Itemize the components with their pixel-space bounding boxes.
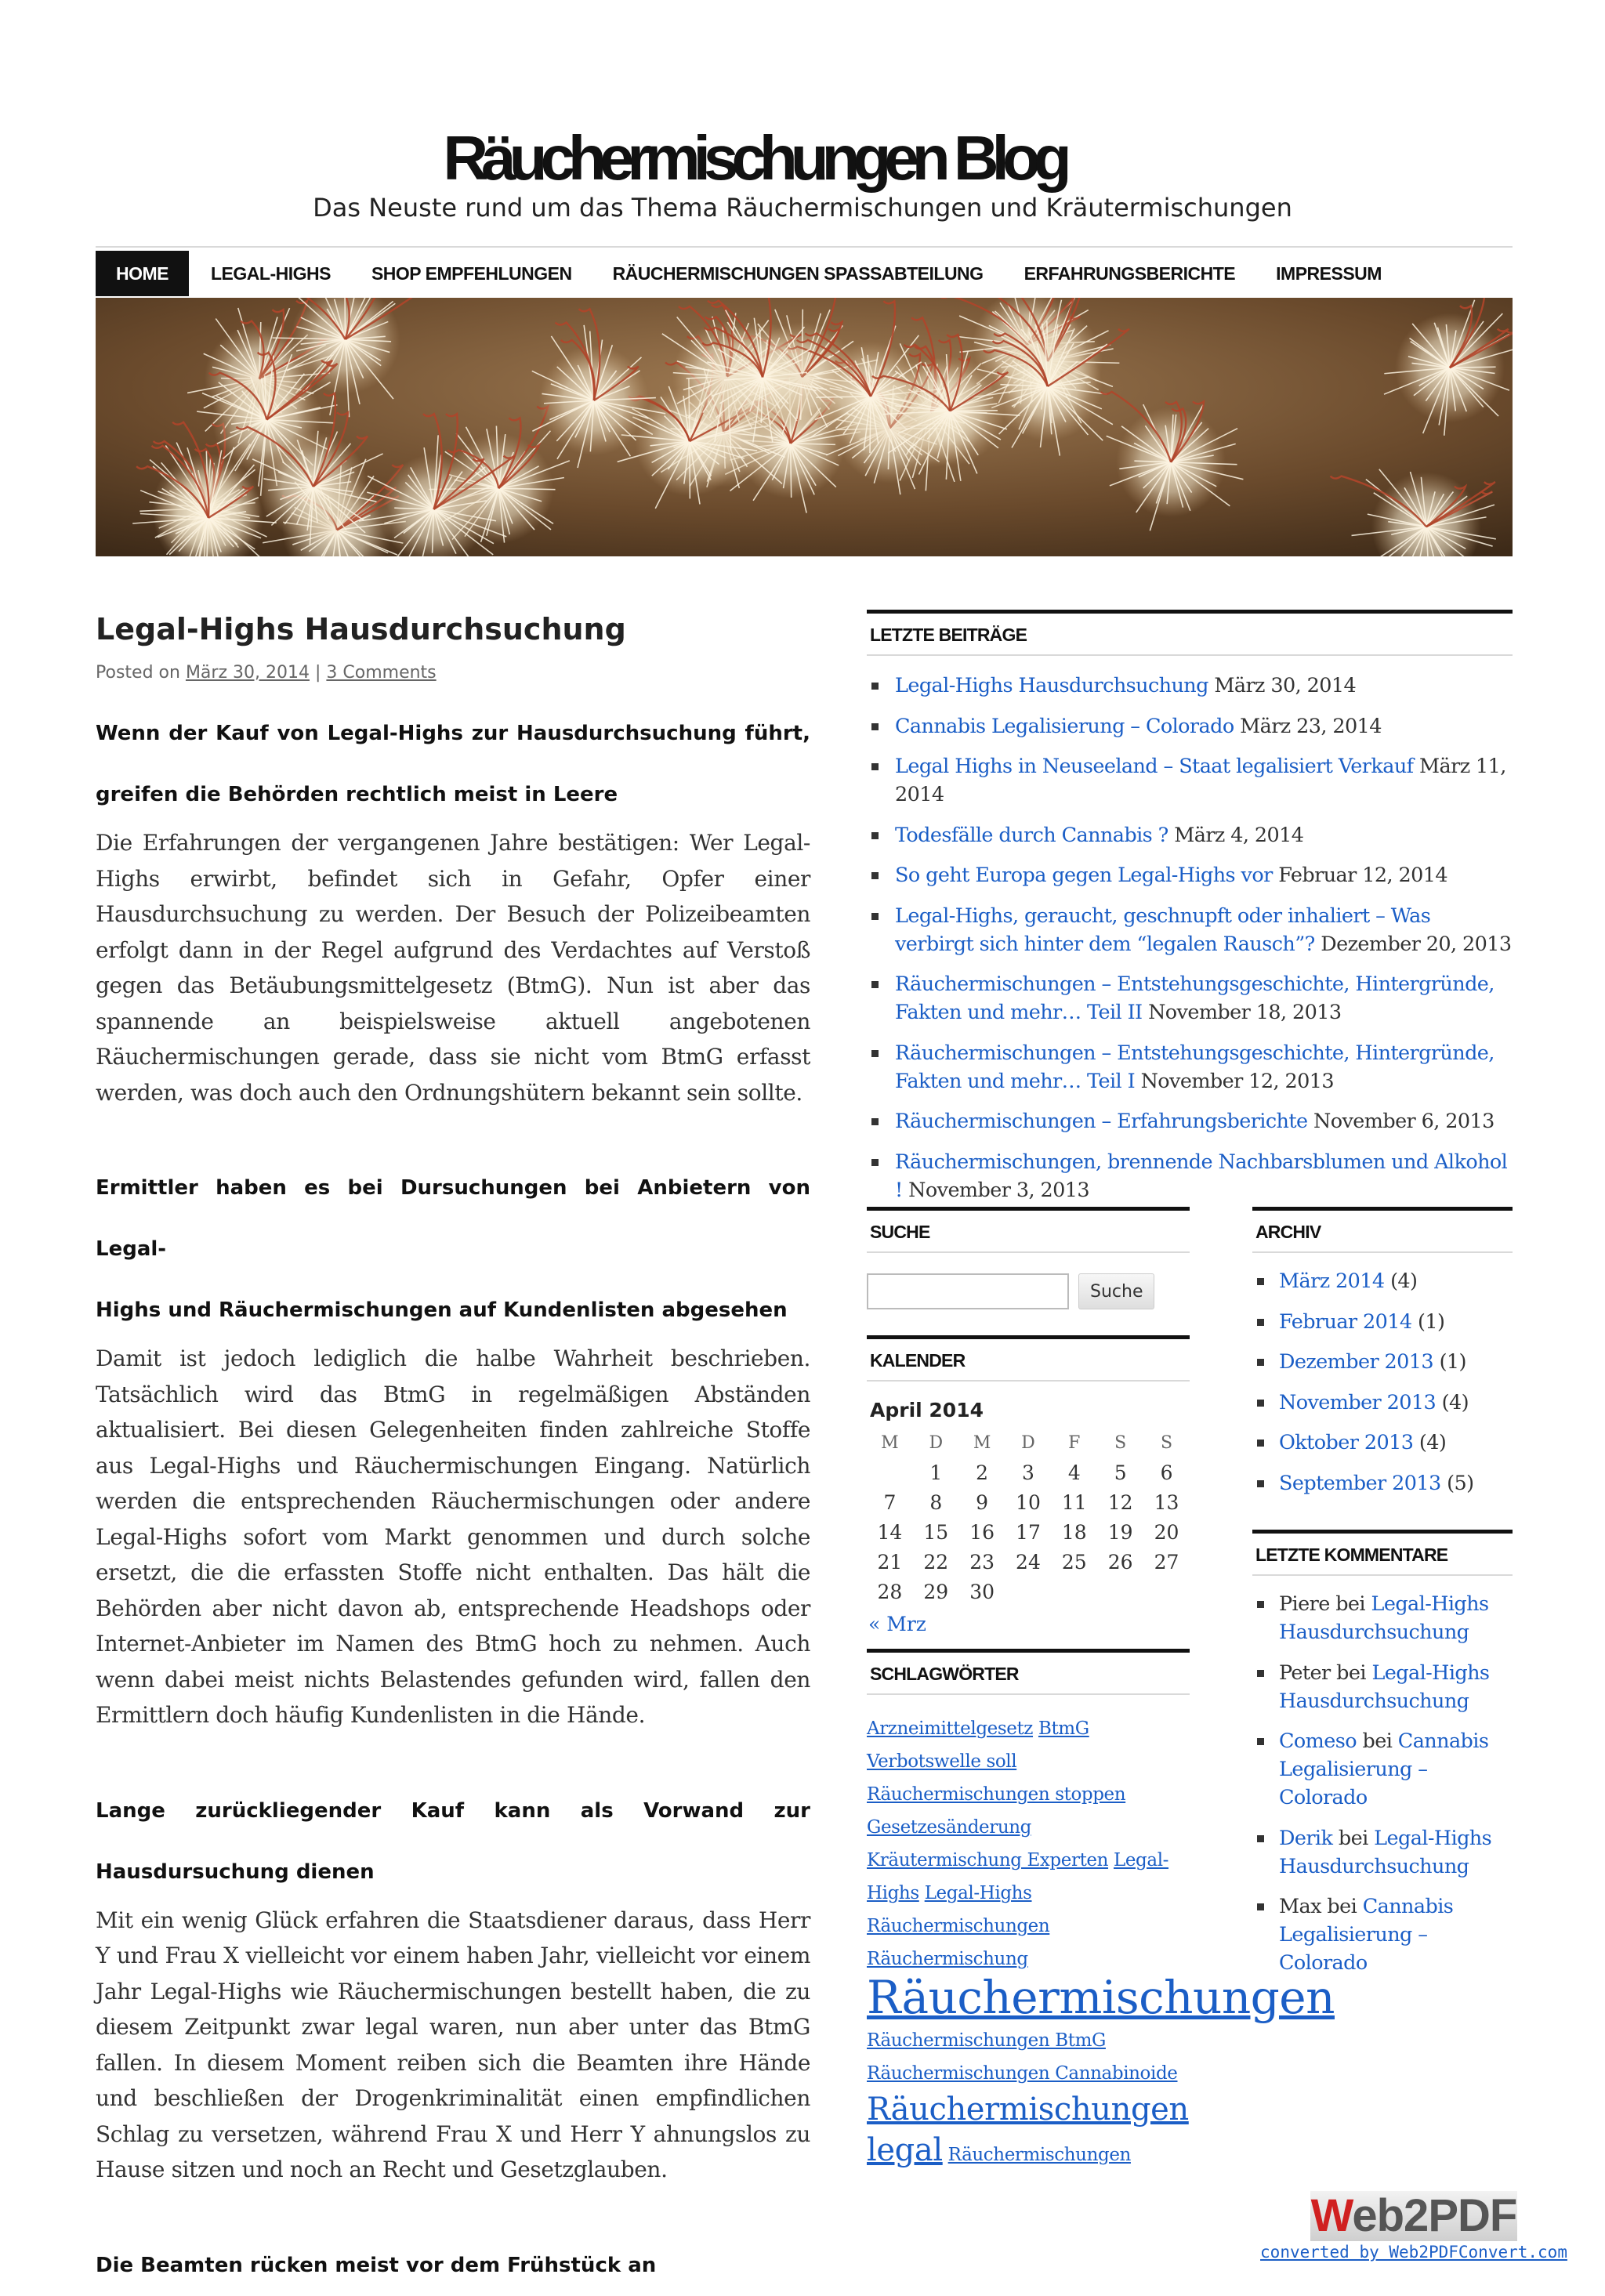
calendar-day <box>1143 1577 1190 1606</box>
widget-heading-search: SUCHE <box>867 1207 1190 1253</box>
tag-link[interactable]: Räuchermischungen <box>867 1971 1335 2024</box>
recent-post-item <box>867 1107 1513 1135</box>
recent-post-date: März 23, 2014 <box>1240 715 1382 738</box>
nav-item-legal-highs[interactable]: LEGAL-HIGHS <box>190 251 351 296</box>
comment-author: Piere <box>1279 1592 1330 1616</box>
calendar-day: 11 <box>1051 1487 1097 1517</box>
nav-item-erfahrungsberichte[interactable]: ERFAHRUNGSBERICHTE <box>1004 251 1256 296</box>
widget-tag-cloud <box>867 1649 1190 2171</box>
tag-link[interactable]: Räuchermischung <box>867 1949 1028 1969</box>
meta-prefix: Posted on <box>96 663 180 683</box>
recent-post-link[interactable]: Todesfälle durch Cannabis ? <box>895 824 1168 847</box>
web2pdf-converted-link[interactable]: converted by Web2PDFConvert.com <box>1257 2243 1571 2262</box>
archive-month-link[interactable]: Februar 2014 <box>1279 1310 1412 1334</box>
calendar-day: 23 <box>959 1547 1005 1577</box>
calendar-weekday: D <box>913 1428 959 1458</box>
calendar-day <box>1005 1577 1052 1606</box>
calendar-day: 22 <box>913 1547 959 1577</box>
recent-post-date: Dezember 20, 2013 <box>1321 933 1511 956</box>
calendar-day: 8 <box>913 1487 959 1517</box>
web2pdf-logo: Web2PDF <box>1310 2191 1517 2241</box>
archive-month-link[interactable]: Oktober 2013 <box>1279 1431 1413 1454</box>
calendar-weekday: S <box>1143 1428 1190 1458</box>
calendar-day: 4 <box>1051 1458 1097 1487</box>
calendar-weekday: M <box>867 1428 913 1458</box>
calendar-day <box>1051 1577 1097 1606</box>
recent-post-item <box>867 1148 1513 1204</box>
archive-count: (4) <box>1442 1391 1469 1414</box>
section-heading-3-line-1: Lange zurückliegender Kauf kann als Vorwand zur <box>96 1780 810 1842</box>
recent-comment-item <box>1252 1727 1513 1812</box>
recent-post-link[interactable]: Räuchermischungen, brennende Nachbarsblumen und Alkohol ! <box>895 1150 1507 1202</box>
comment-joiner: bei <box>1336 1661 1366 1685</box>
recent-post-link[interactable]: Räuchermischungen – Erfahrungsberichte <box>895 1110 1307 1133</box>
archive-count: (1) <box>1418 1310 1444 1334</box>
meta-separator: | <box>315 663 321 683</box>
recent-comments-list <box>1252 1590 1513 1977</box>
archive-month-link[interactable]: November 2013 <box>1279 1391 1436 1414</box>
calendar-day: 7 <box>867 1487 913 1517</box>
comment-post-link[interactable]: Cannabis Legalisierung – Colorado <box>1279 1729 1488 1809</box>
calendar-day: 17 <box>1005 1517 1052 1547</box>
calendar-day: 14 <box>867 1517 913 1547</box>
recent-post-link[interactable]: Legal Highs in Neuseeland – Staat legalisiert Verkauf <box>895 755 1414 778</box>
archive-item <box>1252 1469 1513 1497</box>
widget-heading-calendar: KALENDER <box>867 1335 1190 1382</box>
post-date-link[interactable]: März 30, 2014 <box>186 663 310 683</box>
calendar-week-row <box>867 1458 1190 1487</box>
tag-link[interactable]: Kräutermischung Experten <box>867 1850 1108 1870</box>
recent-post-link[interactable]: Cannabis Legalisierung – Colorado <box>895 715 1234 738</box>
comment-joiner: bei <box>1363 1729 1393 1753</box>
calendar-day: 5 <box>1097 1458 1143 1487</box>
section-heading-1-line-2: greifen die Behörden rechtlich meist in Leere <box>96 764 810 825</box>
comment-post-link[interactable]: Legal-Highs Hausdurchsuchung <box>1279 1661 1489 1713</box>
nav-item-shop-empfehlungen[interactable]: SHOP EMPFEHLUNGEN <box>351 251 592 296</box>
recent-comment-item <box>1252 1824 1513 1881</box>
recent-post-item <box>867 672 1513 700</box>
calendar-day: 9 <box>959 1487 1005 1517</box>
calendar-week-row <box>867 1517 1190 1547</box>
calendar-weekday: S <box>1097 1428 1143 1458</box>
calendar-weekday: M <box>959 1428 1005 1458</box>
recent-post-link[interactable]: So geht Europa gegen Legal-Highs vor <box>895 864 1273 887</box>
recent-post-item <box>867 861 1513 889</box>
recent-post-date: November 6, 2013 <box>1313 1110 1494 1133</box>
recent-post-date: März 11, 2014 <box>895 755 1506 806</box>
paragraph-3: Mit ein wenig Glück erfahren die Staatsdiener daraus, dass Herr Y und Frau X vielleicht vor einem haben Jahr, vielleicht vor einem Jahr Legal-Highs wie Räuchermischungen bestellt haben, die zu diesem Zeitpunkt zwar legal waren, nun aber unter das BtmG fallen. In diesem Moment reiben sich die Beamten ihre Hände und beschließen der Drogenkriminalität einen empfindlichen Schlag zu versetzen, während Frau X und Herr Y ahnungslos zu Hause sitzen und noch an Recht und Gesetzglauben. <box>96 1903 810 2188</box>
comment-author: Max <box>1279 1895 1321 1918</box>
calendar-day: 15 <box>913 1517 959 1547</box>
archive-month-link[interactable]: März 2014 <box>1279 1269 1385 1293</box>
archive-list <box>1252 1267 1513 1497</box>
calendar-day: 30 <box>959 1577 1005 1606</box>
widget-archive <box>1252 1207 1513 1509</box>
header-banner-image <box>96 298 1513 556</box>
calendar-day: 26 <box>1097 1547 1143 1577</box>
archive-item <box>1252 1267 1513 1295</box>
main-nav <box>96 246 1513 302</box>
recent-post-date: März 30, 2014 <box>1214 674 1356 697</box>
calendar-day: 13 <box>1143 1487 1190 1517</box>
widget-heading-recent-posts: LETZTE BEITRÄGE <box>867 610 1513 656</box>
archive-item <box>1252 1348 1513 1376</box>
calendar-day: 6 <box>1143 1458 1190 1487</box>
tag-link[interactable]: BtmG Verbotswelle soll <box>867 1718 1089 1772</box>
recent-post-date: März 4, 2014 <box>1174 824 1303 847</box>
calendar-prev-month-link[interactable]: « Mrz <box>868 1613 926 1635</box>
recent-post-link[interactable]: Räuchermischungen – Entstehungsgeschichte, Hintergründe, Fakten und mehr… Teil II <box>895 972 1494 1024</box>
calendar-week-row <box>867 1487 1190 1517</box>
recent-post-date: November 12, 2013 <box>1141 1070 1334 1093</box>
recent-post-link[interactable]: Legal-Highs Hausdurchsuchung <box>895 674 1208 697</box>
calendar-day <box>867 1458 913 1487</box>
calendar-weekday: D <box>1005 1428 1052 1458</box>
tag-link[interactable]: Gesetzesänderung <box>867 1817 1031 1838</box>
recent-post-item <box>867 970 1513 1027</box>
widget-recent-comments <box>1252 1530 1513 1990</box>
calendar-day: 20 <box>1143 1517 1190 1547</box>
search-input[interactable] <box>867 1273 1069 1309</box>
calendar-table <box>867 1428 1190 1606</box>
archive-month-link[interactable]: Dezember 2013 <box>1279 1350 1433 1374</box>
comment-joiner: bei <box>1339 1827 1368 1850</box>
comment-post-link[interactable]: Cannabis Legalisierung – Colorado <box>1279 1895 1453 1975</box>
search-button[interactable]: Suche <box>1078 1273 1154 1309</box>
calendar-weekday: F <box>1051 1428 1097 1458</box>
comment-author: Peter <box>1279 1661 1331 1685</box>
calendar-day: 25 <box>1051 1547 1097 1577</box>
calendar-week-row <box>867 1577 1190 1606</box>
tag-link[interactable]: Räuchermischungen BtmG <box>867 2030 1106 2051</box>
recent-post-date: Februar 12, 2014 <box>1278 864 1447 887</box>
nav-item-impressum[interactable]: IMPRESSUM <box>1255 251 1402 296</box>
paragraph-1: Die Erfahrungen der vergangenen Jahre bestätigen: Wer Legal-Highs erwirbt, befindet sich in Gefahr, Opfer einer Hausdurchsuchung zu werden. Der Besuch der Polizeibeamten erfolgt dann in der Regel aufgrund des Verdachtes auf Verstoß gegen das Betäubungsmittelgesetz (BtmG). Nun ist aber das spannende an beispielsweise aktuell angebotenen Räuchermischungen gerade, dass sie nicht vom BtmG erfasst werden, was doch auch den Ordnungshütern bekannt sein sollte. <box>96 825 810 1110</box>
comment-joiner: bei <box>1327 1895 1357 1918</box>
recent-post-item <box>867 752 1513 809</box>
comments-link[interactable]: 3 Comments <box>326 663 436 683</box>
calendar-day: 24 <box>1005 1547 1052 1577</box>
calendar-day: 21 <box>867 1547 913 1577</box>
archive-item <box>1252 1308 1513 1336</box>
calendar-caption: April 2014 <box>867 1399 1190 1421</box>
recent-post-item <box>867 902 1513 958</box>
calendar-day: 28 <box>867 1577 913 1606</box>
widget-heading-archive: ARCHIV <box>1252 1207 1513 1253</box>
calendar-day: 29 <box>913 1577 959 1606</box>
archive-item <box>1252 1429 1513 1457</box>
section-heading-2-line-1: Ermittler haben es bei Dursuchungen bei Anbietern von Legal- <box>96 1157 810 1280</box>
calendar-day: 18 <box>1051 1517 1097 1547</box>
calendar-day: 19 <box>1097 1517 1143 1547</box>
comment-author-link[interactable]: Derik <box>1279 1827 1332 1850</box>
cactus-photo <box>96 298 1513 556</box>
recent-comment-item <box>1252 1892 1513 1977</box>
widget-heading-tags: SCHLAGWÖRTER <box>867 1649 1190 1695</box>
tag-cloud <box>867 1712 1190 2171</box>
archive-count: (5) <box>1447 1472 1473 1495</box>
section-heading-3-line-2: Hausdursuchung dienen <box>96 1842 810 1903</box>
widget-search <box>867 1207 1190 1309</box>
recent-post-item <box>867 1039 1513 1095</box>
calendar-day: 27 <box>1143 1547 1190 1577</box>
recent-post-item <box>867 821 1513 849</box>
calendar-day: 2 <box>959 1458 1005 1487</box>
archive-count: (1) <box>1440 1350 1466 1374</box>
site-title[interactable]: Räuchermischungen Blog <box>0 125 1605 191</box>
calendar-day: 1 <box>913 1458 959 1487</box>
tag-link[interactable]: Räuchermischungen legal <box>867 2091 1189 2168</box>
archive-month-link[interactable]: September 2013 <box>1279 1472 1441 1495</box>
paragraph-2: Damit ist jedoch lediglich die halbe Wahrheit beschrieben. Tatsächlich wird das BtmG in regelmäßigen Abständen aktualisiert. Bei diesen Gelegenheiten finden zahlreiche Stoffe aus Legal-Highs und Räuchermischungen Eingang. Natürlich werden die entsprechenden Räuchermischungen oder andere Legal-Highs sofort vom Markt genommen und durch solche ersetzt, die die erfassten Stoffe nicht enthalten. Das hält die Behörden aber nicht davon ab, entsprechende Headshops oder Internet-Anbieter im Namen des BtmG hoch zu nehmen. Auch wenn dabei meist nichts Belastendes gefunden wird, fallen den Ermittlern doch häufig Kundenlisten in die Hände. <box>96 1341 810 1733</box>
calendar-day: 3 <box>1005 1458 1052 1487</box>
archive-count: (4) <box>1390 1269 1417 1293</box>
tag-link[interactable]: Arzneimittelgesetz <box>867 1718 1033 1739</box>
comment-post-link[interactable]: Legal-Highs Hausdurchsuchung <box>1279 1592 1488 1644</box>
site-tagline: Das Neuste rund um das Thema Räuchermischungen und Kräutermischungen <box>0 193 1605 223</box>
nav-item-spassabteilung[interactable]: RÄUCHERMISCHUNGEN SPASSABTEILUNG <box>592 251 1004 296</box>
recent-posts-list <box>867 672 1513 1204</box>
archive-item <box>1252 1389 1513 1417</box>
calendar-day: 12 <box>1097 1487 1143 1517</box>
tag-link[interactable]: Legal-Highs <box>867 1850 1168 1903</box>
recent-comment-item <box>1252 1590 1513 1646</box>
widget-recent-posts <box>867 610 1513 1216</box>
comment-post-link[interactable]: Legal-Highs Hausdurchsuchung <box>1279 1827 1491 1878</box>
comment-author-link[interactable]: Comeso <box>1279 1729 1357 1753</box>
section-heading-2-line-2: Highs und Räuchermischungen auf Kundenlisten abgesehen <box>96 1280 810 1341</box>
recent-post-link[interactable]: Räuchermischungen – Entstehungsgeschichte, Hintergründe, Fakten und mehr… Teil I <box>895 1041 1494 1093</box>
tag-link[interactable]: Räuchermischungen Cannabinoide <box>867 2063 1178 2084</box>
archive-count: (4) <box>1419 1431 1446 1454</box>
recent-post-item <box>867 712 1513 741</box>
post-meta <box>96 663 810 683</box>
main-content <box>96 611 810 2296</box>
calendar-day: 16 <box>959 1517 1005 1547</box>
calendar-day <box>1097 1577 1143 1606</box>
widget-heading-comments: LETZTE KOMMENTARE <box>1252 1530 1513 1576</box>
recent-comment-item <box>1252 1659 1513 1715</box>
tag-link[interactable]: Räuchermischungen <box>948 2145 1131 2165</box>
comment-joiner: bei <box>1335 1592 1365 1616</box>
widget-calendar <box>867 1335 1190 1635</box>
calendar-week-row <box>867 1547 1190 1577</box>
tag-link[interactable]: Legal-Highs Räuchermischungen <box>867 1883 1049 1936</box>
section-heading-4: Die Beamten rücken meist vor dem Frühstück an <box>96 2235 810 2296</box>
calendar-day: 10 <box>1005 1487 1052 1517</box>
recent-post-date: November 18, 2013 <box>1148 1001 1341 1024</box>
nav-item-home[interactable]: HOME <box>96 251 189 296</box>
section-heading-1-line-1: Wenn der Kauf von Legal-Highs zur Hausdurchsuchung führt, <box>96 703 810 764</box>
recent-post-link[interactable]: Legal-Highs, geraucht, geschnupft oder inhaliert – Was verbirgt sich hinter dem “legalen Rausch”? <box>895 904 1430 956</box>
post-title[interactable]: Legal-Highs Hausdurchsuchung <box>96 611 810 647</box>
tag-link[interactable]: Räuchermischungen stoppen <box>867 1784 1125 1805</box>
recent-post-date: November 3, 2013 <box>908 1179 1089 1202</box>
